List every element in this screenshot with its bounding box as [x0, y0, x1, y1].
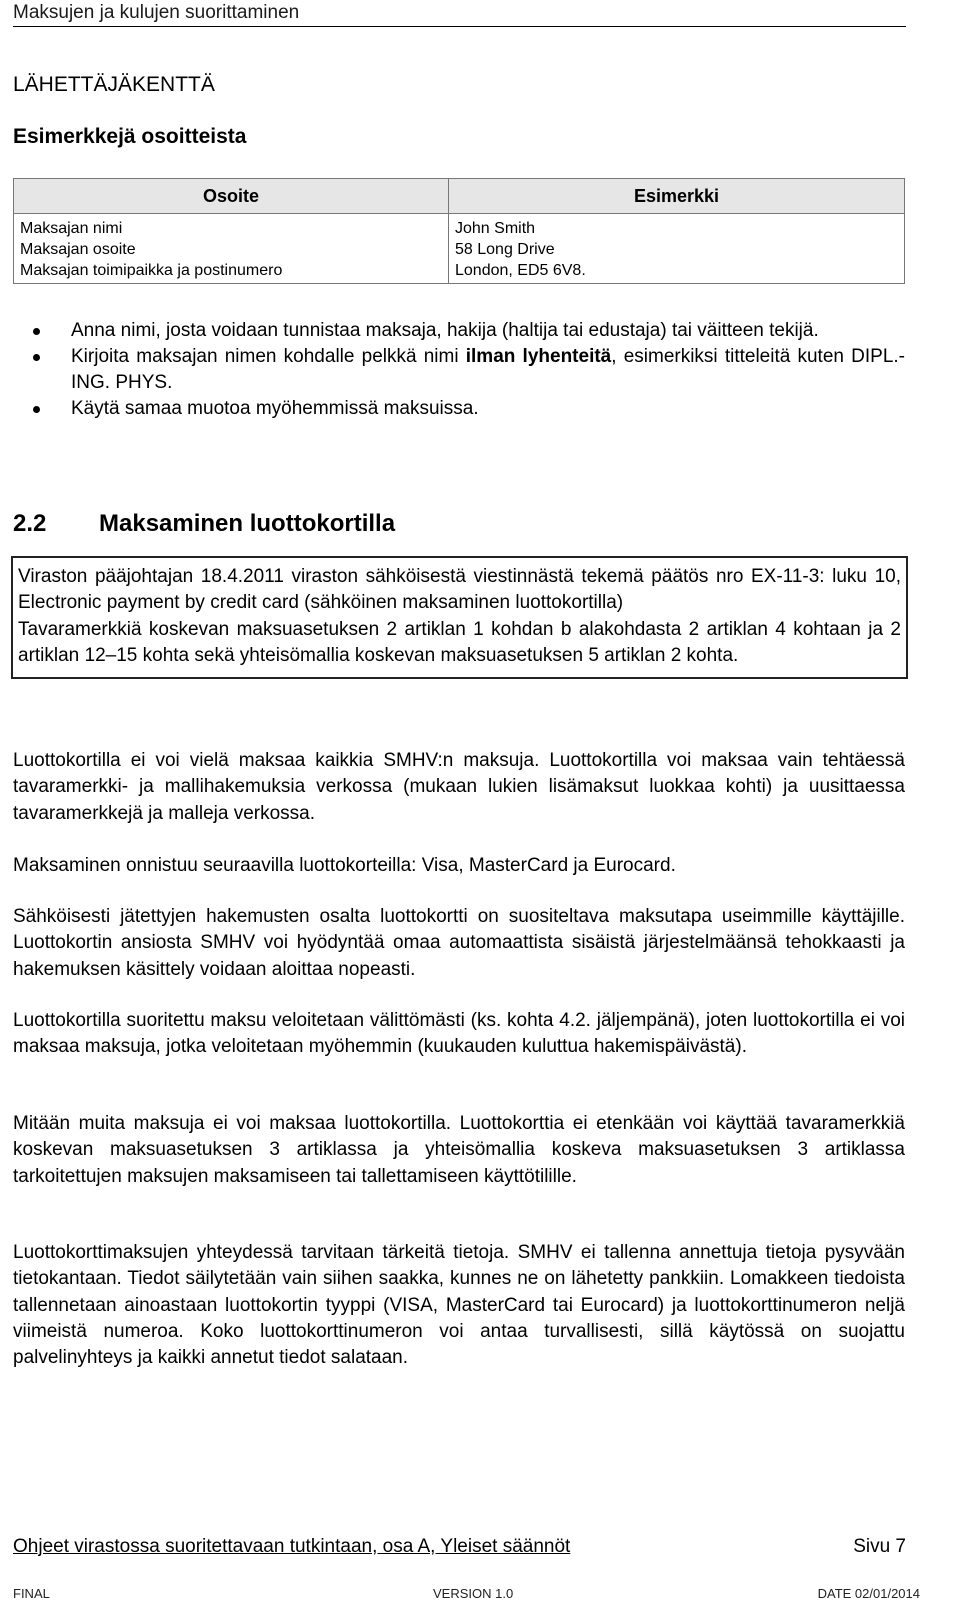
example-line: 58 Long Drive	[455, 241, 555, 258]
body-paragraph	[13, 1008, 905, 1061]
bullet-icon	[33, 354, 40, 361]
list-item	[13, 396, 905, 422]
section-heading	[13, 509, 395, 539]
address-line: Maksajan osoite	[20, 241, 136, 258]
paragraph-text: Maksaminen onnistuu seuraavilla luottokorteilla: Visa, MasterCard ja Eurocard.	[13, 855, 676, 876]
footer-status: FINAL	[13, 1586, 50, 1601]
list-item	[13, 344, 905, 396]
section-title: Maksaminen luottokortilla	[99, 510, 396, 537]
list-item-text: Käytä samaa muotoa myöhemmissä maksuissa.	[71, 398, 479, 419]
instruction-list	[13, 318, 905, 422]
paragraph-text: Luottokortilla suoritettu maksu veloitetaan välittömästi (ks. kohta 4.2. jäljempänä), joten luottokortilla ei voi maksaa maksuja, jotka veloitetaan myöhemmin (kuukauden kuluttua hakemispäivästä).	[13, 1010, 905, 1058]
footer-date: DATE 02/01/2014	[817, 1586, 920, 1601]
bullet-icon	[33, 328, 40, 335]
running-header: Maksujen ja kulujen suorittaminen	[13, 2, 906, 27]
example-cell	[449, 214, 905, 284]
legal-basis-paragraph: Viraston pääjohtajan 18.4.2011 viraston sähköisestä viestinnästä tekemä päätös nro EX-11-3: luku 10, Electronic payment by credit card (sähköinen maksaminen luottokortilla)	[18, 566, 901, 614]
list-item-emphasis: ilman lyhenteitä	[465, 346, 612, 367]
legal-basis-box	[11, 556, 908, 679]
list-item-text: , esimerkiksi titteleitä kuten DIPL.-ING. PHYS.	[71, 346, 905, 393]
column-header-example: Esimerkki	[449, 179, 905, 214]
list-item-text: Anna nimi, josta voidaan tunnistaa maksaja, hakija (haltija tai edustaja) tai väitteen tekijä.	[71, 320, 819, 341]
list-item	[13, 318, 905, 344]
footer-page-number: Sivu 7	[853, 1536, 906, 1557]
footer-document-title: Ohjeet virastossa suoritettavaan tutkintaan, osa A, Yleiset säännöt	[13, 1536, 571, 1557]
legal-basis-paragraph: Tavaramerkkiä koskevan maksuasetuksen 2 artiklan 1 kohdan b alakohdasta 2 artiklan 4 kohtaan ja 2 artiklan 12–15 kohta sekä yhteisömallia koskevan maksuasetuksen 5 artiklan 2 kohta.	[18, 618, 901, 666]
body-paragraph	[13, 904, 905, 983]
body-paragraph	[13, 748, 905, 827]
address-cell	[14, 214, 449, 284]
example-line: London, ED5 6V8.	[455, 262, 586, 279]
section-number: 2.2	[13, 510, 47, 537]
column-header-address: Osoite	[14, 179, 449, 214]
table-header-row	[14, 179, 905, 214]
address-line: Maksajan nimi	[20, 220, 123, 237]
address-examples-heading: Esimerkkejä osoitteista	[13, 125, 247, 148]
body-paragraph	[13, 853, 905, 879]
footer-metadata	[13, 1584, 920, 1604]
bullet-icon	[33, 406, 40, 413]
address-line: Maksajan toimipaikka ja postinumero	[20, 262, 283, 279]
paragraph-text: Mitään muita maksuja ei voi maksaa luottokortilla. Luottokorttia ei etenkään voi käyttää tavaramerkkiä koskevan maksuasetuksen 3 artiklassa ja yhteisömallia koskeva maksuasetuksen 3 artiklassa tarkoitettujen maksujen maksamiseen tai tallettamiseen käyttötilille.	[13, 1113, 905, 1187]
body-paragraph	[13, 1240, 905, 1371]
list-item-text: Kirjoita maksajan nimen kohdalle pelkkä nimi	[71, 346, 466, 367]
footer-version: VERSION 1.0	[433, 1586, 514, 1601]
table-row	[14, 214, 905, 284]
example-line: John Smith	[455, 220, 536, 237]
page-footer	[13, 1536, 906, 1558]
body-paragraph	[13, 1111, 905, 1190]
paragraph-text: Luottokorttimaksujen yhteydessä tarvitaan tärkeitä tietoja. SMHV ei tallenna annettuja tietoja pysyvään tietokantaan. Tiedot säilytetään vain siihen saakka, kunnes ne on lähetetty pankkiin. Lomakkeen tiedoista tallennetaan ainoastaan luottokortin tyyppi (VISA, MasterCard tai Eurocard) ja luottokorttinumeron neljä viimeistä numeroa. Koko luottokorttinumeron voi antaa turvallisesti, sillä käytössä on suojattu palvelinyhteys ja kaikki annetut tiedot salataan.	[13, 1242, 905, 1369]
paragraph-text: Luottokortilla ei voi vielä maksaa kaikkia SMHV:n maksuja. Luottokortilla voi maksaa vain tehtäessä tavaramerkki- ja mallihakemuksia verkossa (mukaan lukien lisämaksut luokkaa kohti) ja uusittaessa tavaramerkkejä ja malleja verkossa.	[13, 750, 905, 824]
paragraph-text: Sähköisesti jätettyjen hakemusten osalta luottokortti on suositeltava maksutapa useimmille käyttäjille. Luottokortin ansiosta SMHV voi hyödyntää omaa automaattista sisäistä järjestelmäänsä tehokkaasti ja hakemuksen käsittely voidaan aloittaa nopeasti.	[13, 906, 905, 980]
sender-field-heading: LÄHETTÄJÄKENTTÄ	[13, 73, 215, 96]
address-examples-table	[13, 178, 905, 284]
